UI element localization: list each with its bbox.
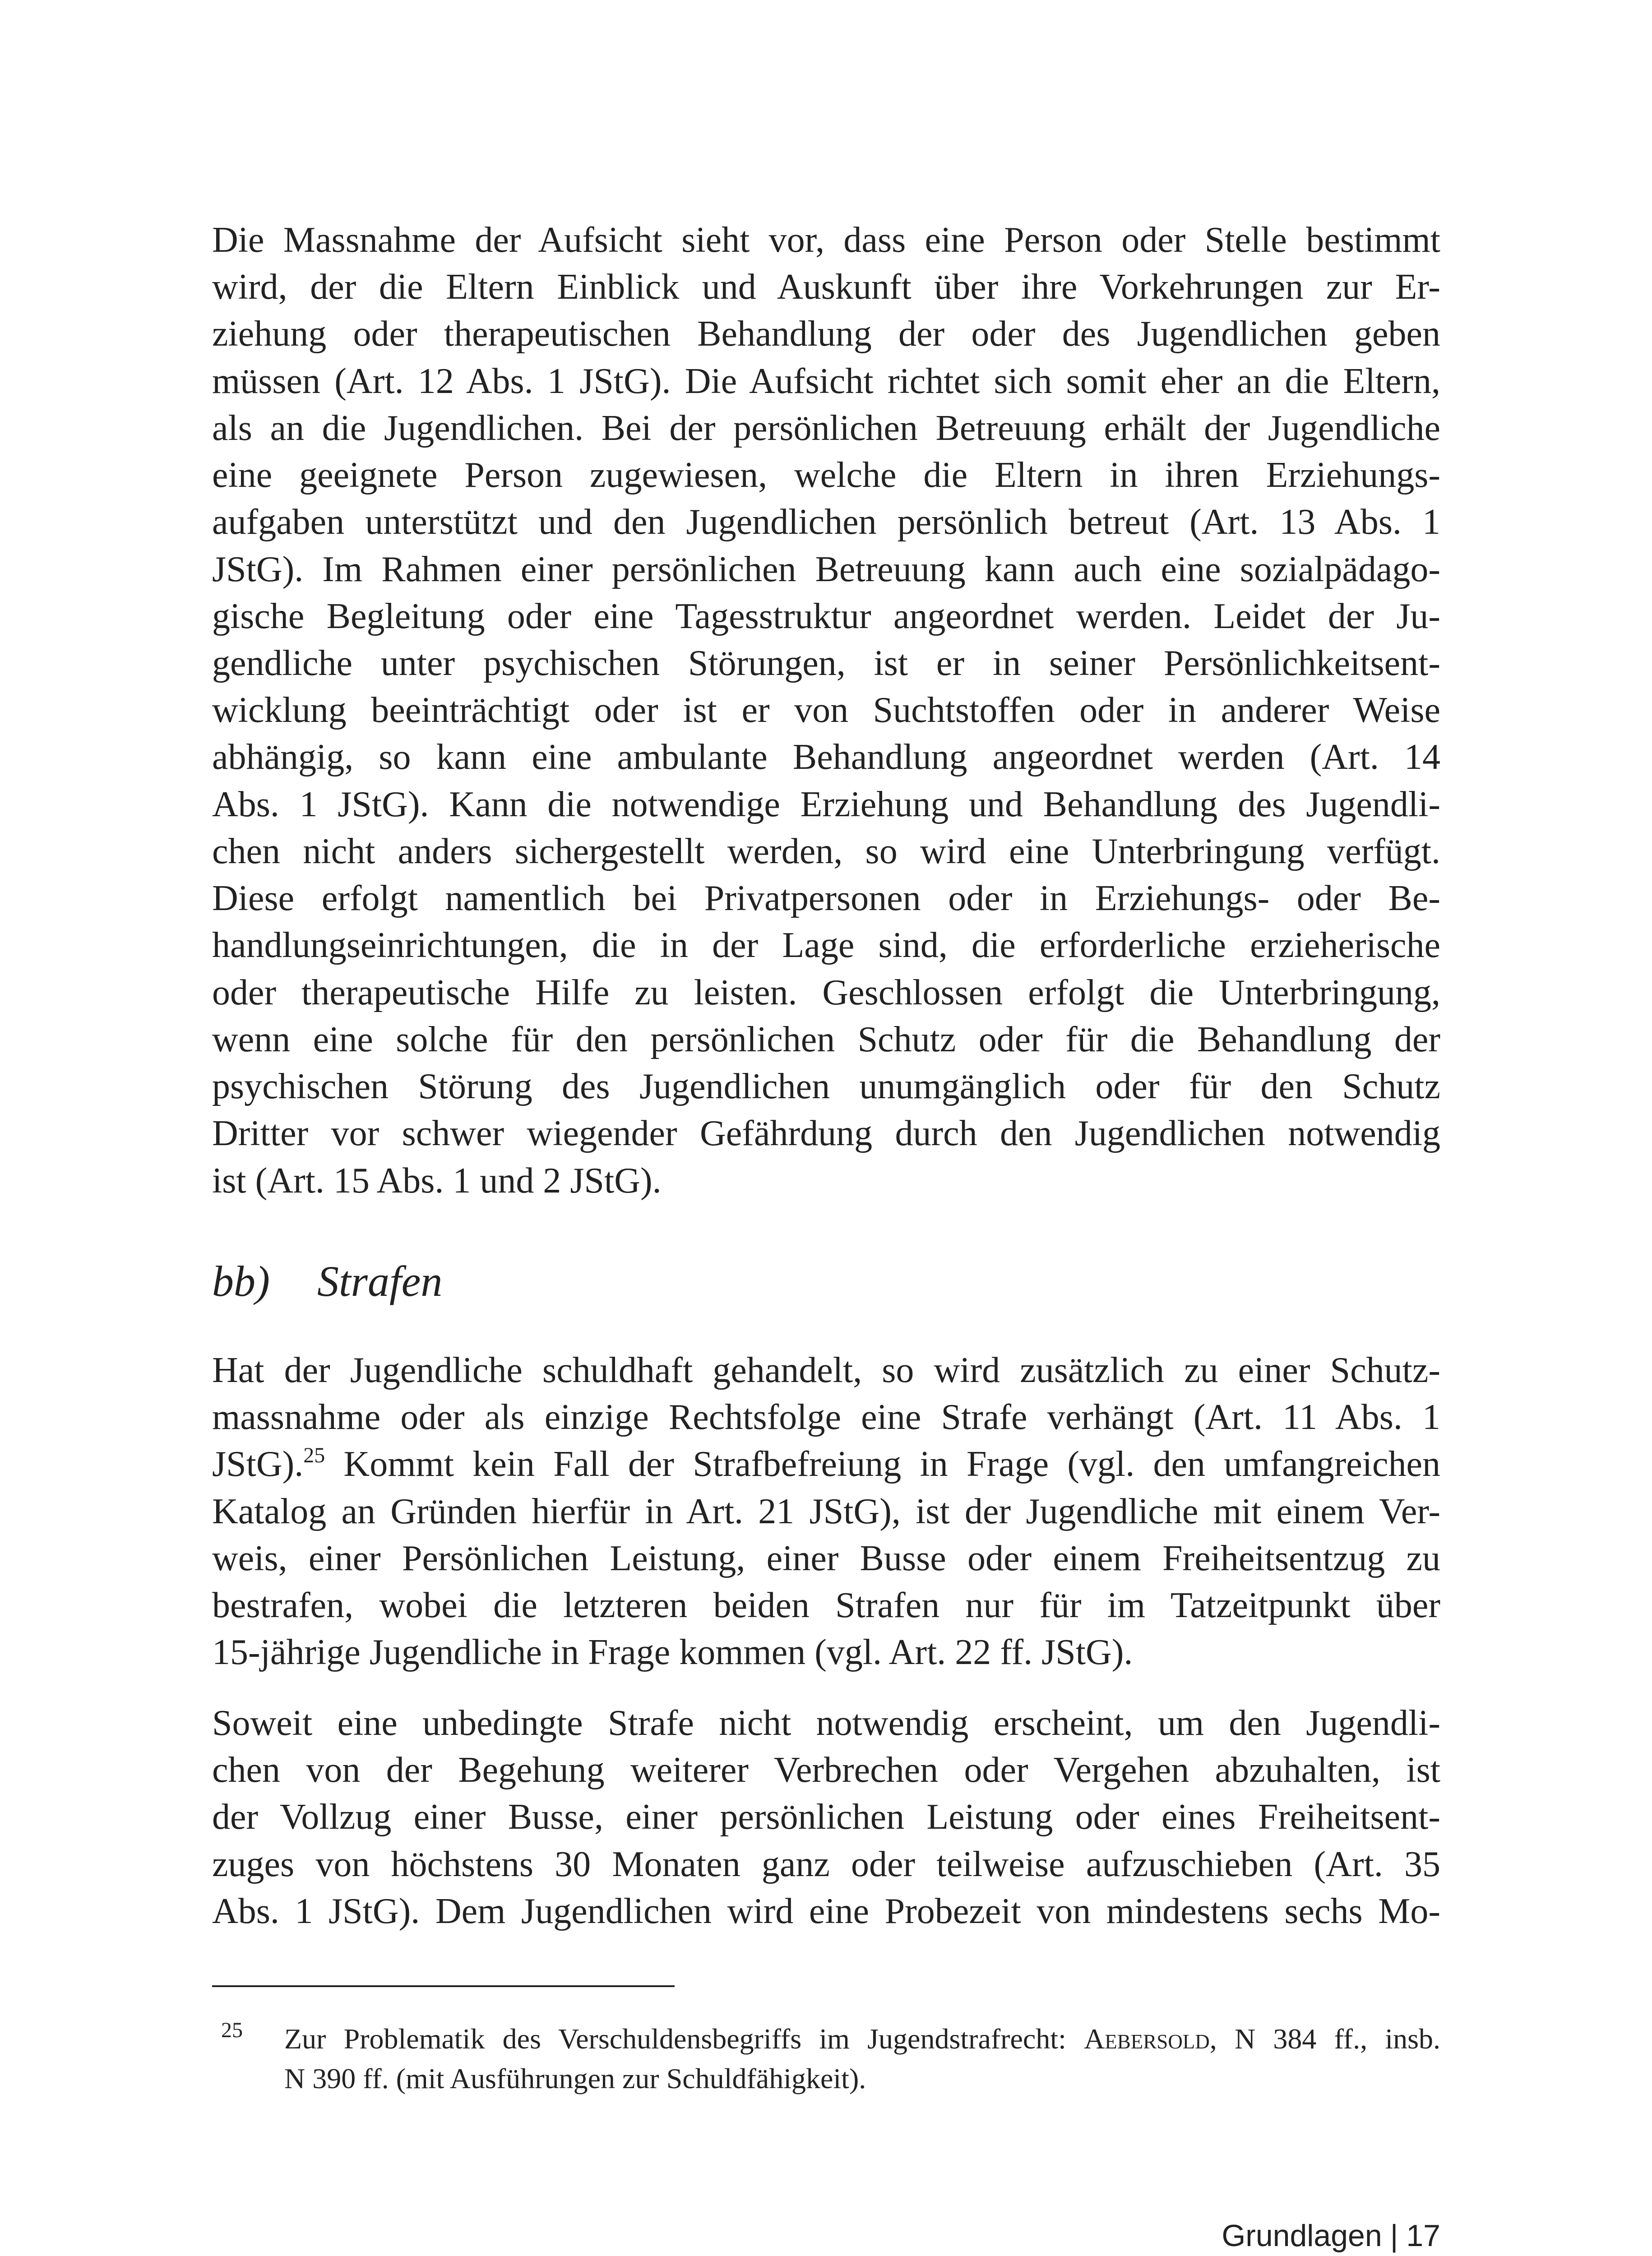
line-text: JStG). bbox=[212, 1444, 304, 1484]
paragraph-line: zuges von höchstens 30 Monaten ganz oder teilweise aufzuschieben (Art. 35 bbox=[212, 1845, 1440, 1884]
paragraph-line: chen nicht anders sichergestellt werden, so wird eine Unterbringung verfügt. bbox=[212, 832, 1440, 871]
paragraph-line: weis, einer Persönlichen Leistung, einer Busse oder einem Freiheitsentzug zu bbox=[212, 1539, 1440, 1578]
paragraph-line: 15-jährige Jugendliche in Frage kommen (vgl. Art. 22 ff. JStG). bbox=[212, 1632, 1133, 1672]
paragraph-line: oder therapeutische Hilfe zu leisten. Geschlossen erfolgt die Unterbringung, bbox=[212, 973, 1440, 1012]
line-text: Kommt kein Fall der Strafbefreiung in Frage (vgl. den umfangreichen bbox=[325, 1444, 1440, 1484]
paragraph-line: psychischen Störung des Jugendlichen unumgänglich oder für den Schutz bbox=[212, 1067, 1440, 1106]
paragraph-line: wenn eine solche für den persönlichen Schutz oder für die Behandlung der bbox=[212, 1020, 1440, 1059]
footnote-text: Zur Problematik des Verschuldensbegriffs im Jugendstrafrecht: bbox=[284, 2023, 1084, 2055]
paragraph-line: Diese erfolgt namentlich bei Privatpersonen oder in Erziehungs- oder Be- bbox=[212, 878, 1440, 918]
paragraph-line: Die Massnahme der Aufsicht sieht vor, dass eine Person oder Stelle bestimmt bbox=[212, 220, 1440, 260]
footnote-separator bbox=[212, 1985, 675, 1987]
footer-section-name: Grundlagen bbox=[1222, 2219, 1382, 2253]
footnote-line: N 390 ff. (mit Ausführungen zur Schuldfähigkeit). bbox=[284, 2062, 866, 2094]
paragraph-line bbox=[212, 1439, 1440, 1489]
paragraph-line: ist (Art. 15 Abs. 1 und 2 JStG). bbox=[212, 1161, 662, 1201]
paragraph-line: wird, der die Eltern Einblick und Auskunft über ihre Vorkehrungen zur Er- bbox=[212, 267, 1440, 307]
paragraph-line: massnahme oder als einzige Rechtsfolge eine Strafe verhängt (Art. 11 Abs. 1 bbox=[212, 1397, 1440, 1437]
paragraph-line: gendliche unter psychischen Störungen, ist er in seiner Persönlichkeitsent- bbox=[212, 643, 1440, 683]
paragraph-line: der Vollzug einer Busse, einer persönlichen Leistung oder eines Freiheitsent- bbox=[212, 1797, 1440, 1837]
page-number: 17 bbox=[1406, 2219, 1440, 2253]
page-footer bbox=[1222, 2213, 1440, 2256]
footer-separator: | bbox=[1390, 2219, 1398, 2253]
paragraph-line: aufgaben unterstützt und den Jugendlichen persönlich betreut (Art. 13 Abs. 1 bbox=[212, 502, 1440, 542]
footnote-text: , N 384 ff., insb. bbox=[1209, 2023, 1441, 2055]
paragraph-line: Abs. 1 JStG). Kann die notwendige Erziehung und Behandlung des Jugendli- bbox=[212, 785, 1440, 824]
paragraph-line: Dritter vor schwer wiegender Gefährdung durch den Jugendlichen notwendig bbox=[212, 1114, 1440, 1153]
paragraph-line: bestrafen, wobei die letzteren beiden Strafen nur für im Tatzeitpunkt über bbox=[212, 1586, 1440, 1625]
paragraph-line: Katalog an Gründen hierfür in Art. 21 JStG), ist der Jugendliche mit einem Ver- bbox=[212, 1492, 1440, 1531]
footnote-number: 25 bbox=[221, 2018, 243, 2042]
paragraph-line: gische Begleitung oder eine Tagesstruktur angeordnet werden. Leidet der Ju- bbox=[212, 596, 1440, 636]
section-heading-number: bb) bbox=[212, 1257, 270, 1305]
paragraph-line: eine geeignete Person zugewiesen, welche die Eltern in ihren Erziehungs- bbox=[212, 455, 1440, 495]
paragraph-line: chen von der Begehung weiterer Verbrechen oder Vergehen abzuhalten, ist bbox=[212, 1750, 1440, 1790]
paragraph-line: handlungseinrichtungen, die in der Lage sind, die erforderliche erzieherische bbox=[212, 925, 1440, 965]
footnote-line bbox=[284, 2019, 1440, 2059]
footnote-reference[interactable]: 25 bbox=[303, 1443, 325, 1467]
paragraph-line: abhängig, so kann eine ambulante Behandlung angeordnet werden (Art. 14 bbox=[212, 737, 1440, 777]
paragraph-line: ziehung oder therapeutischen Behandlung der oder des Jugendlichen geben bbox=[212, 314, 1440, 354]
paragraph-line: wicklung beeinträchtigt oder ist er von Suchtstoffen oder in anderer Weise bbox=[212, 690, 1440, 730]
section-heading-title: Strafen bbox=[317, 1257, 443, 1305]
paragraph-line: JStG). Im Rahmen einer persönlichen Betreuung kann auch eine sozialpädago- bbox=[212, 550, 1440, 589]
paragraph-line: Soweit eine unbedingte Strafe nicht notwendig erscheint, um den Jugendli- bbox=[212, 1703, 1440, 1743]
paragraph-line: als an die Jugendlichen. Bei der persönlichen Betreuung erhält der Jugendliche bbox=[212, 408, 1440, 448]
footnote-author: Aebersold bbox=[1084, 2023, 1210, 2055]
paragraph-line: Abs. 1 JStG). Dem Jugendlichen wird eine Probezeit von mindestens sechs Mo- bbox=[212, 1891, 1440, 1931]
paragraph-line: Hat der Jugendliche schuldhaft gehandelt, so wird zusätzlich zu einer Schutz- bbox=[212, 1350, 1440, 1390]
paragraph-line: müssen (Art. 12 Abs. 1 JStG). Die Aufsicht richtet sich somit eher an die Eltern, bbox=[212, 361, 1440, 401]
